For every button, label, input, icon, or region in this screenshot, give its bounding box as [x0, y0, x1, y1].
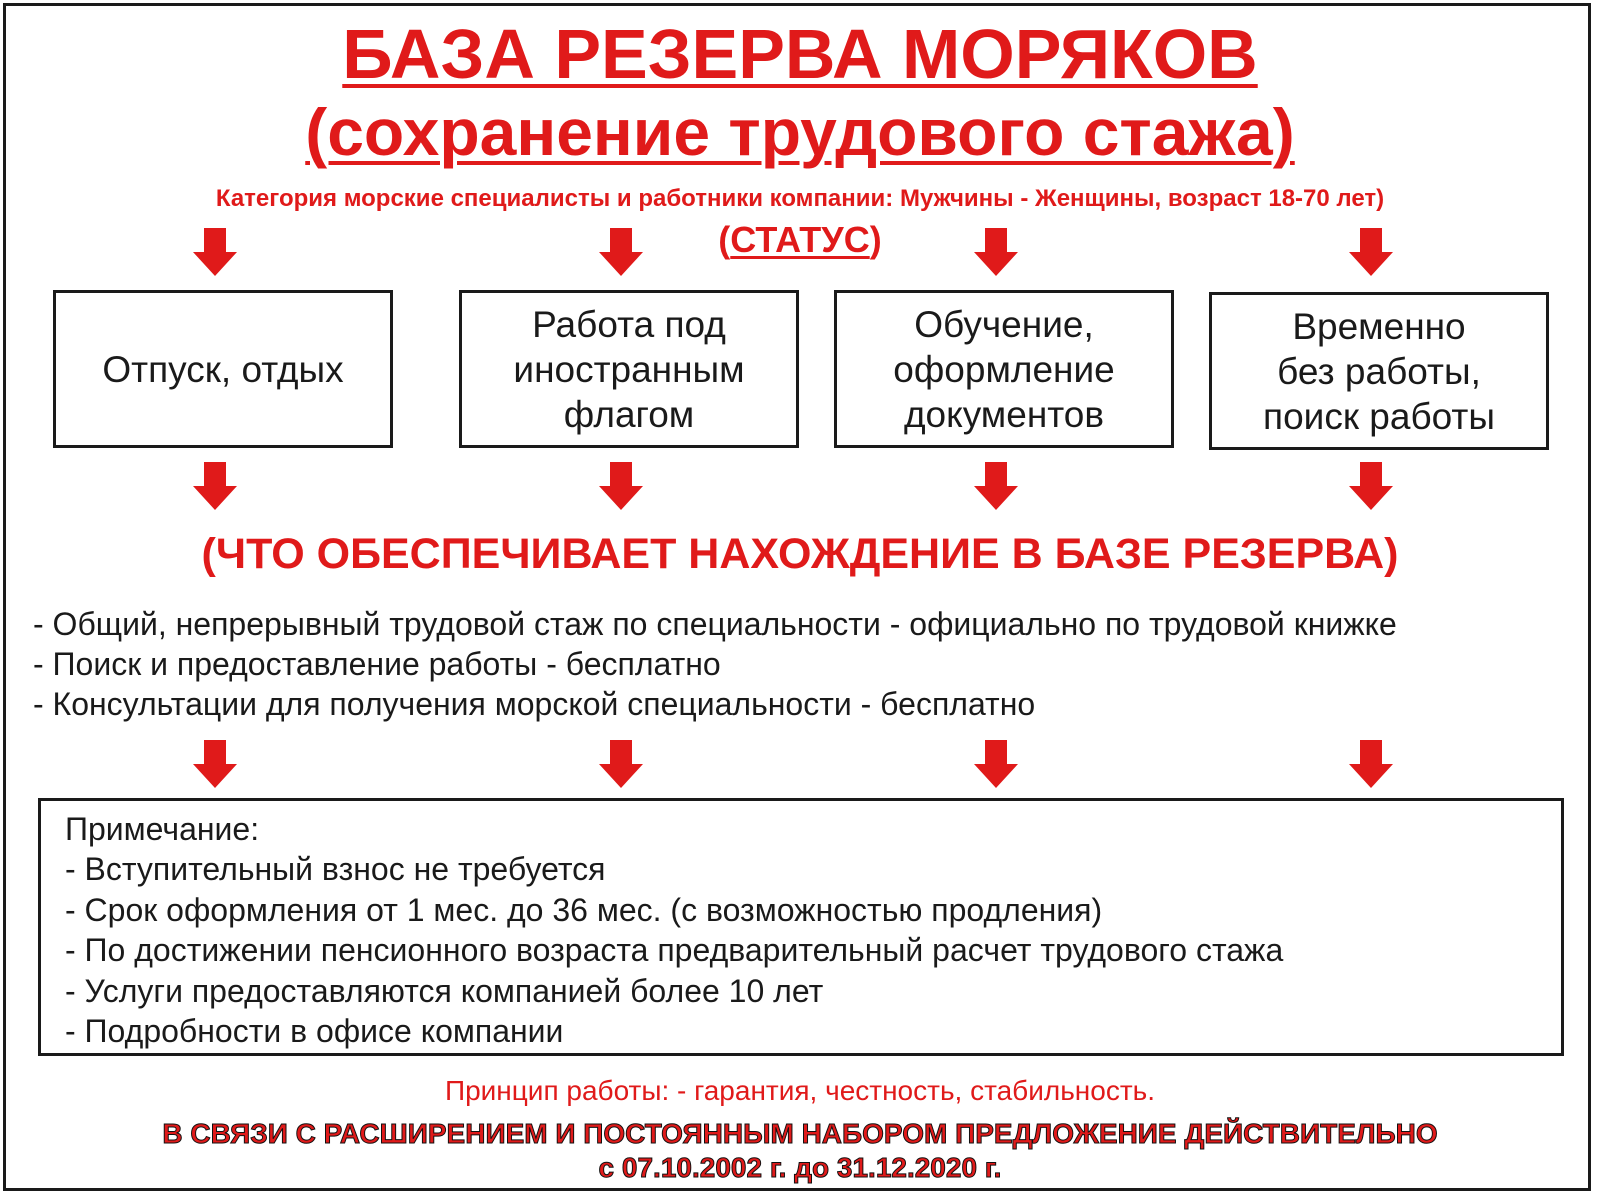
provides-heading: (ЧТО ОБЕСПЕЧИВАЕТ НАХОЖДЕНИЕ В БАЗЕ РЕЗЕРВА)	[201, 530, 1399, 578]
principle-line: Принцип работы: - гарантия, честность, стабильность.	[444, 1075, 1156, 1106]
note-item: - Срок оформления от 1 мес. до 36 мес. (с возможностью продления)	[65, 891, 1103, 928]
note-item: - Подробности в офисе компании	[65, 1013, 564, 1049]
benefit-item: - Поиск и предоставление работы - бесплатно	[33, 646, 721, 682]
arrow-down-icon	[599, 228, 643, 276]
note-title: Примечание:	[65, 811, 260, 847]
note-item: - Услуги предоставляются компанией более 10 лет	[65, 972, 824, 1009]
page-subtitle: (сохранение трудового стажа)	[305, 95, 1295, 169]
arrow-down-icon	[193, 228, 237, 276]
note-list	[65, 849, 1561, 1052]
status-box-job-search: Временно без работы, поиск работы	[1209, 292, 1549, 450]
arrow-down-icon	[599, 740, 643, 788]
note-box	[38, 798, 1564, 1056]
note-item: - По достижении пенсионного возраста предварительный расчет трудового стажа	[65, 932, 1284, 968]
benefits-list	[33, 604, 1397, 724]
note-item: - Вступительный взнос не требуется	[65, 851, 606, 887]
arrow-down-icon	[193, 462, 237, 510]
status-box-training: Обучение, оформление документов	[834, 290, 1174, 448]
arrow-down-icon	[974, 228, 1018, 276]
arrow-down-icon	[1349, 740, 1393, 788]
offer-dates: с 07.10.2002 г. до 31.12.2020 г.	[598, 1152, 1002, 1183]
status-box-vacation: Отпуск, отдых	[53, 290, 393, 448]
status-box-foreign-flag: Работа под иностранным флагом	[459, 290, 799, 448]
page-title: БАЗА РЕЗЕРВА МОРЯКОВ	[342, 15, 1258, 93]
status-heading: (СТАТУС)	[718, 219, 882, 260]
arrow-down-icon	[974, 740, 1018, 788]
benefit-item: - Консультации для получения морской специальности - бесплатно	[33, 686, 1036, 722]
arrow-down-icon	[1349, 228, 1393, 276]
arrow-down-icon	[974, 462, 1018, 510]
arrow-down-icon	[1349, 462, 1393, 510]
benefit-item: - Общий, непрерывный трудовой стаж по специальности - официально по трудовой книжке	[33, 606, 1397, 642]
arrow-down-icon	[193, 740, 237, 788]
offer-line: В СВЯЗИ С РАСШИРЕНИЕМ И ПОСТОЯННЫМ НАБОРОМ ПРЕДЛОЖЕНИЕ ДЕЙСТВИТЕЛЬНО	[162, 1118, 1438, 1149]
arrow-down-icon	[599, 462, 643, 510]
category-line: Категория морские специалисты и работники компании: Мужчины - Женщины, возраст 18-70 лет)	[215, 185, 1385, 212]
